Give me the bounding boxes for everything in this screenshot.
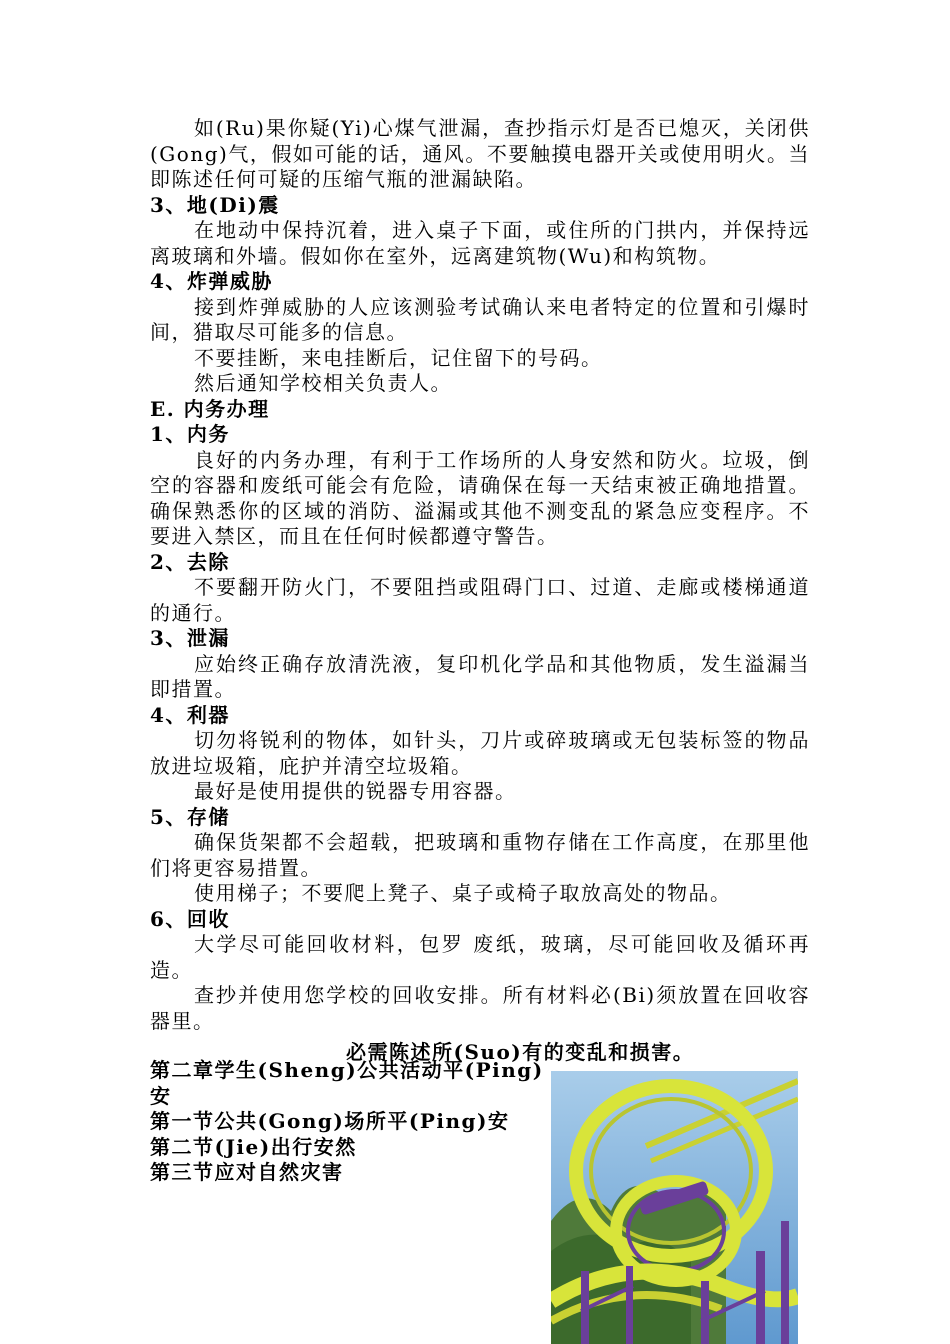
body-paragraph: 接到炸弹威胁的人应该测验考试确认来电者特定的位置和引爆时间，猎取尽可能多的信息。	[150, 294, 810, 344]
body-paragraph: 不要翻开防火门，不要阻挡或阻碍门口、过道、走廊或楼梯通道的通行。	[150, 575, 810, 625]
chapter-title: 第一节公共(Gong)场所平(Ping)安	[150, 1109, 510, 1133]
body-paragraph: 查抄并使用您学校的回收安排。所有材料必(Bi)须放置在回收容器里。	[150, 983, 810, 1033]
roller-coaster-photo	[551, 1071, 798, 1344]
roller-coaster-illustration	[551, 1071, 798, 1344]
body-paragraph: 使用梯子；不要爬上凳子、桌子或椅子取放高处的物品。	[194, 881, 732, 905]
section-heading: 2、去除	[150, 549, 230, 574]
section-heading: 4、利器	[150, 702, 230, 727]
document-body	[150, 116, 810, 1066]
chapter-list	[150, 1058, 545, 1186]
body-paragraph: 确保货架都不会超载，把玻璃和重物存储在工作高度，在那里他们将更容易措置。	[150, 830, 810, 880]
section-heading: 3、地(Di)震	[150, 192, 280, 217]
body-paragraph: 切勿将锐利的物体，如针头，刀片或碎玻璃或无包装标签的物品放进垃圾箱，庇护并清空垃圾箱。	[150, 728, 810, 778]
body-paragraph: 然后通知学校相关负责人。	[194, 371, 452, 395]
body-paragraph: 最好是使用提供的锐器专用容器。	[194, 779, 517, 803]
body-paragraph: 良好的内务办理，有利于工作场所的人身安然和防火。垃圾，倒空的容器和废纸可能会有危险，请确保在每一天结束被正确地措置。确保熟悉你的区域的消防、溢漏或其他不测变乱的紧急应变程序。不要进入禁区，而且在任何时候都遵守警告。	[150, 447, 810, 548]
chapter-title: 第二节(Jie)出行安然	[150, 1134, 357, 1159]
section-heading: E. 内务办理	[150, 396, 270, 421]
body-paragraph: 应始终正确存放清洗液，复印机化学品和其他物质，发生溢漏当即措置。	[150, 651, 810, 701]
body-paragraph: 大学尽可能回收材料，包罗 废纸，玻璃，尽可能回收及循环再造。	[150, 932, 810, 982]
chapter-title: 第二章学生(Sheng)公共活动平(Ping)安	[150, 1058, 544, 1108]
section-heading: 1、内务	[150, 422, 230, 446]
section-heading: 3、泄漏	[150, 626, 230, 650]
section-heading: 4、炸弹威胁	[150, 269, 273, 293]
body-paragraph: 在地动中保持沉着，进入桌子下面，或住所的门拱内，并保持远离玻璃和外墙。假如你在室外，远离建筑物(Wu)和构筑物。	[150, 218, 810, 268]
chapter-title: 第三节应对自然灾害	[150, 1160, 344, 1184]
body-paragraph: 不要挂断，来电挂断后，记住留下的号码。	[194, 345, 603, 370]
body-paragraph: 如(Ru)果你疑(Yi)心煤气泄漏，查抄指示灯是否已熄灭，关闭供(Gong)气，假如可能的话，通风。不要触摸电器开关或使用明火。当即陈述任何可疑的压缩气瓶的泄漏缺陷。	[150, 116, 810, 191]
closing-notice: 必需陈述所(Suo)有的变乱和损害。	[346, 1040, 695, 1064]
section-heading: 6、回收	[150, 906, 230, 931]
section-heading: 5、存储	[150, 804, 230, 829]
